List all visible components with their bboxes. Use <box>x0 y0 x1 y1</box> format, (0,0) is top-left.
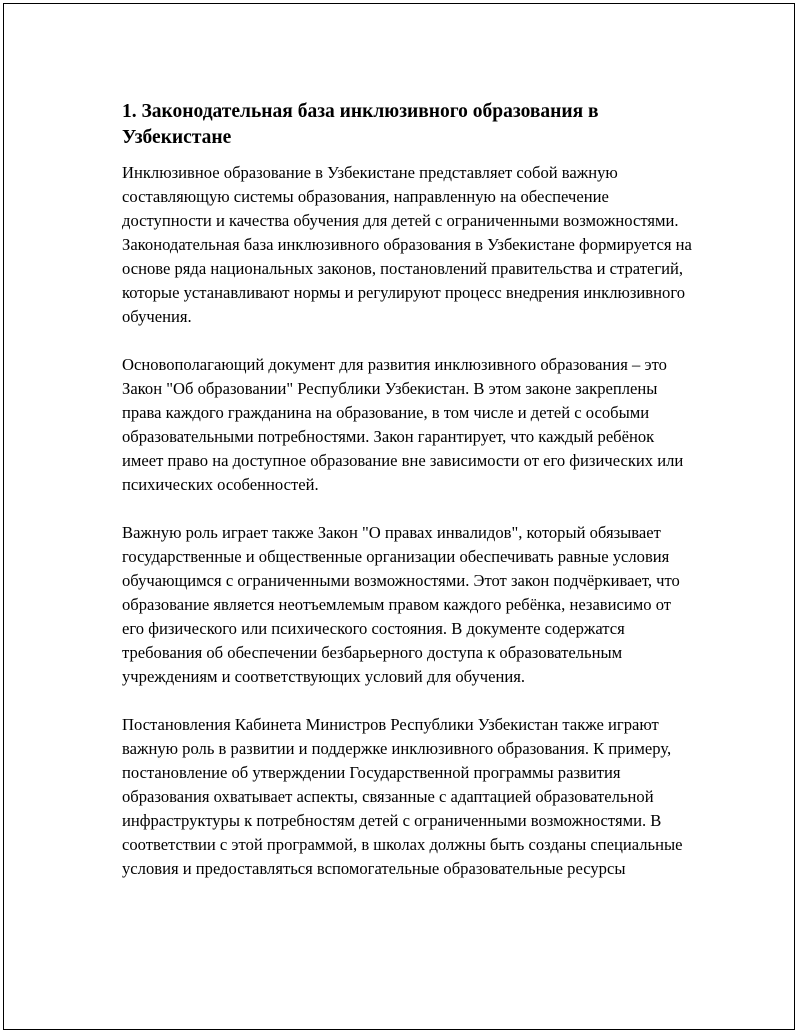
paragraph-4: Постановления Кабинета Министров Республики Узбекистан также играют важную роль в развитии и поддержке инклюзивного образования. К примеру, постановление об утверждении Государственной программы развития образования охватывает аспекты, связанные с адаптацией образовательной инфраструктуры к потребностям детей с ограниченными возможностями. В соответствии с этой программой, в школах должны быть созданы специальные условия и предоставляться вспомогательные образовательные ресурсы <box>122 715 683 878</box>
paragraph-2: Основополагающий документ для развития инклюзивного образования – это Закон "Об образовании" Республики Узбекистан. В этом законе закреплены права каждого гражданина на образование, в том числе и детей с особыми образовательными потребностями. Закон гарантирует, что каждый ребёнок имеет право на доступное образование вне зависимости от его физических или психических особенностей. <box>122 355 684 494</box>
paragraph-3: Важную роль играет также Закон "О правах инвалидов", который обязывает государственные и общественные организации обеспечивать равные условия обучающимся с ограниченными возможностями. Этот закон подчёркивает, что образование является неотъемлемым правом каждого ребёнка, независимо от его физического или психического состояния. В документе содержатся требования об обеспечении безбарьерного доступа к образовательным учреждениям и соответствующих условий для обучения. <box>122 523 680 686</box>
page-frame <box>3 3 795 1030</box>
section-heading: 1. Законодательная база инклюзивного образования в Узбекистане <box>122 101 599 148</box>
paragraph-1: Инклюзивное образование в Узбекистане представляет собой важную составляющую системы образования, направленную на обеспечение доступности и качества обучения для детей с ограниченными возможностями. Законодательная база инклюзивного образования в Узбекистане формируется на основе ряда национальных законов, постановлений правительства и стратегий, которые устанавливают нормы и регулируют процесс внедрения инклюзивного обучения. <box>122 163 692 326</box>
document-body <box>122 99 692 905</box>
